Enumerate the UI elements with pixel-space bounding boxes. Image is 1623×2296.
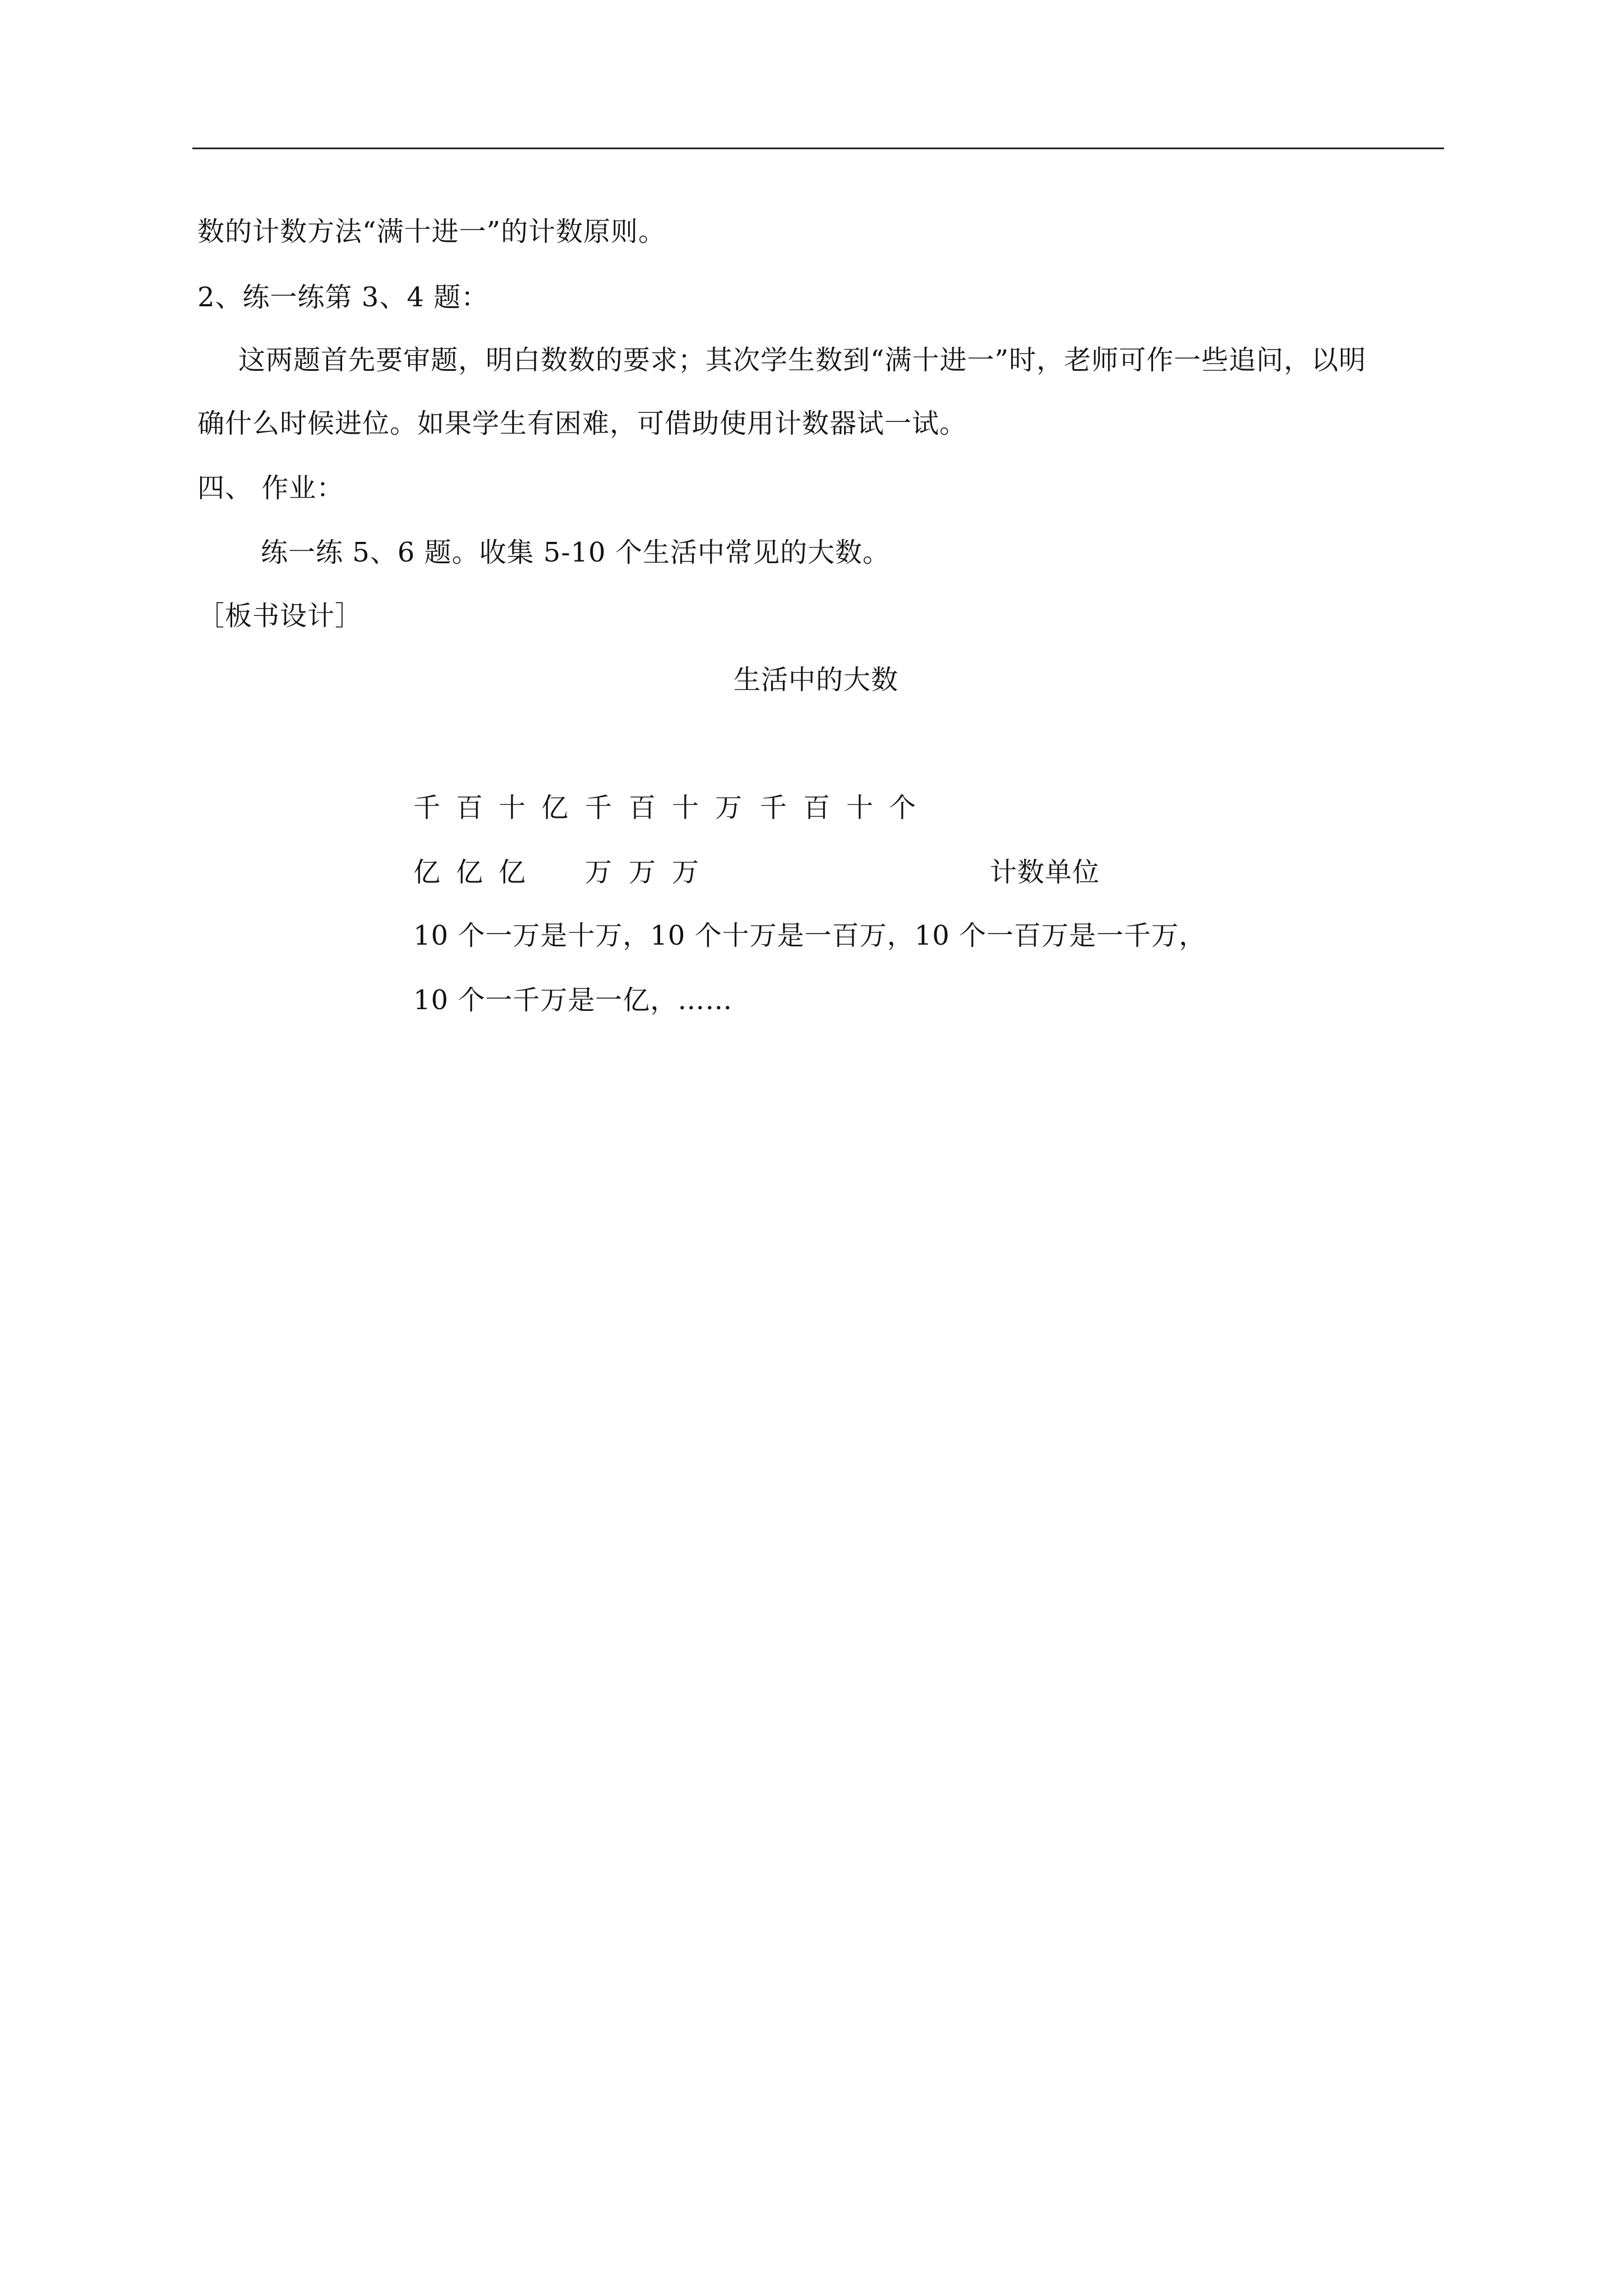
unit-cell: 万 — [715, 792, 743, 823]
paragraph-explanation-line1: 这两题首先要审题，明白数数的要求；其次学生数到“满十进一”时，老师可作一些追问，以明 — [238, 344, 1367, 376]
board-rule-line-1: 10 个一万是十万，10 个十万是一百万，10 个一百万是一千万， — [413, 920, 1207, 951]
unit-cell: 百 — [629, 792, 656, 823]
unit-cell: 万 — [629, 857, 656, 888]
paragraph-practice-3-4: 2、练一练第 3、4 题： — [197, 282, 489, 313]
counting-unit-label: 计数单位 — [990, 857, 1100, 888]
paragraph-homework: 练一练 5、6 题。收集 5-10 个生活中常见的大数。 — [261, 537, 890, 568]
section-heading-homework: 四、 作业： — [197, 472, 344, 504]
unit-cell: 千 — [585, 792, 612, 823]
unit-cell: 万 — [585, 857, 612, 888]
unit-cell: 亿 — [541, 792, 569, 823]
header-rule — [192, 148, 1444, 149]
paragraph-explanation-line2: 确什么时候进位。如果学生有困难，可借助使用计数器试一试。 — [197, 408, 967, 439]
section-heading-board-design: ［板书设计］ — [197, 600, 363, 632]
unit-cell: 百 — [803, 792, 831, 823]
unit-cell: 个 — [889, 792, 916, 823]
unit-cell: 千 — [413, 792, 441, 823]
unit-cell: 亿 — [499, 857, 526, 888]
unit-cell: 千 — [760, 792, 787, 823]
unit-cell: 亿 — [413, 857, 441, 888]
unit-cell: 亿 — [456, 857, 483, 888]
unit-cell: 十 — [846, 792, 874, 823]
unit-cell: 十 — [672, 792, 699, 823]
unit-cell: 百 — [456, 792, 483, 823]
board-rule-line-2: 10 个一千万是一亿，…… — [413, 984, 733, 1016]
board-title: 生活中的大数 — [734, 664, 899, 696]
paragraph-counting-method: 数的计数方法“满十进一”的计数原则。 — [197, 216, 666, 247]
unit-cell: 万 — [672, 857, 699, 888]
unit-cell: 十 — [499, 792, 526, 823]
